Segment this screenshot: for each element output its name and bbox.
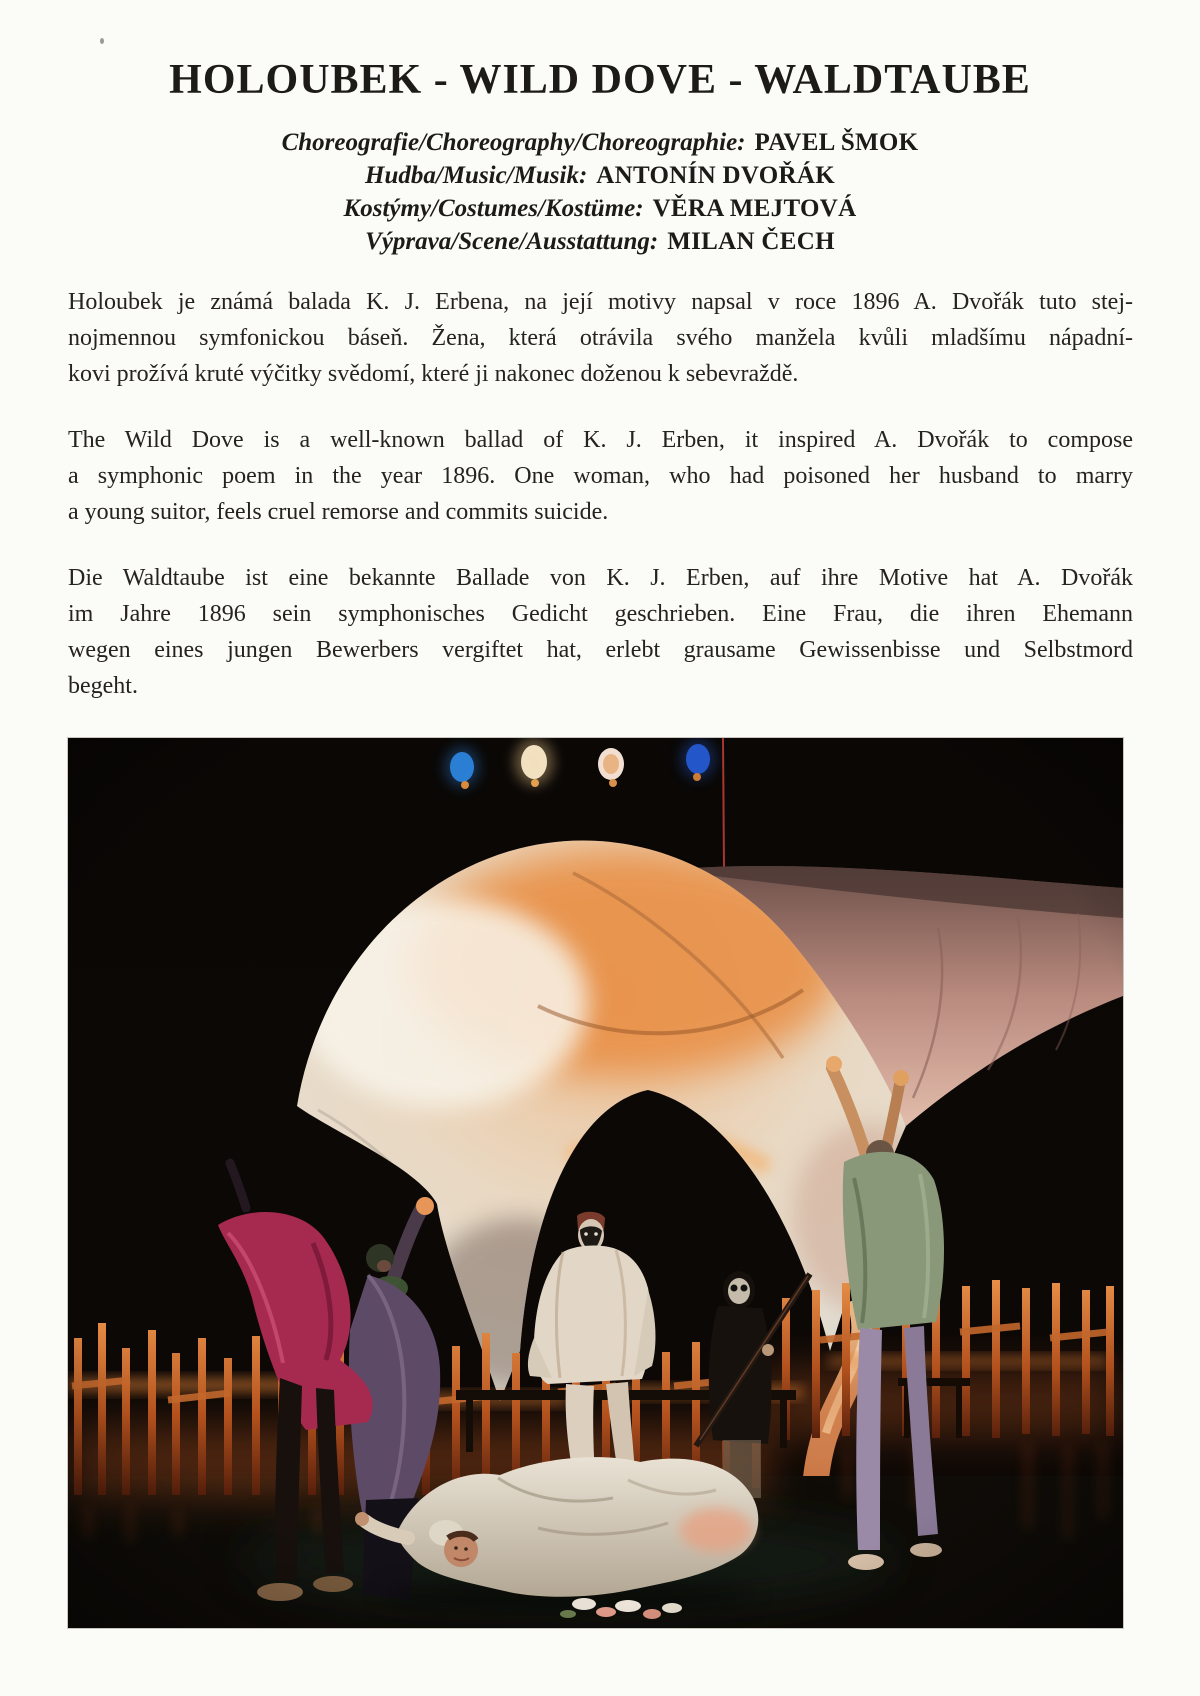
scan-speck — [100, 38, 104, 44]
production-photo — [68, 738, 1123, 1628]
credit-line-costumes — [0, 192, 1200, 225]
body-text — [68, 284, 1133, 704]
text-line: Die Waldtaube ist eine bekannte Ballade von K. J. Erben, auf ihre Motive hat A. Dvořák — [68, 565, 1133, 591]
paragraph-english — [68, 422, 1133, 530]
credit-label: Choreografie/Choreography/Choreographie: — [281, 129, 746, 156]
text-line: im Jahre 1896 sein symphonisches Gedicht geschrieben. Eine Frau, die ihren Ehemann — [68, 601, 1133, 627]
text-line: kovi prožívá kruté výčitky svědomí, které ji nakonec doženou k sebevraždě. — [68, 361, 799, 387]
paragraph-czech — [68, 284, 1133, 392]
credits-block — [0, 126, 1200, 258]
text-line: a young suitor, feels cruel remorse and commits suicide. — [68, 499, 609, 525]
text-line: The Wild Dove is a well-known ballad of K. J. Erben, it inspired A. Dvořák to compose — [68, 427, 1133, 453]
credit-value: PAVEL ŠMOK — [754, 129, 919, 156]
credit-line-music — [0, 159, 1200, 192]
credit-value: VĚRA MEJTOVÁ — [652, 195, 857, 222]
credit-label: Výprava/Scene/Ausstattung: — [365, 228, 659, 255]
text-line: begeht. — [68, 673, 138, 699]
credit-label: Kostýmy/Costumes/Kostüme: — [343, 195, 644, 222]
page-title: HOLOUBEK - WILD DOVE - WALDTAUBE — [169, 57, 1031, 103]
credit-label: Hudba/Music/Musik: — [365, 162, 588, 189]
credit-value: MILAN ČECH — [667, 228, 835, 255]
text-line: Holoubek je známá balada K. J. Erbena, na její motivy napsal v roce 1896 A. Dvořák tuto stej- — [68, 289, 1133, 315]
text-line: wegen eines jungen Bewerbers vergiftet hat, erlebt grausame Gewissenbisse und Selbstmord — [68, 637, 1133, 663]
text-line: a symphonic poem in the year 1896. One woman, who had poisoned her husband to marry — [68, 463, 1133, 489]
paragraph-german — [68, 560, 1133, 704]
credit-line-scene — [0, 225, 1200, 258]
text-line: nojmennou symfonickou báseň. Žena, která otrávila svého manžela kvůli mladšímu nápadní- — [68, 325, 1133, 351]
photo-vignette — [68, 738, 1123, 1628]
credit-value: ANTONÍN DVOŘÁK — [596, 162, 835, 189]
credit-line-choreography — [0, 126, 1200, 159]
